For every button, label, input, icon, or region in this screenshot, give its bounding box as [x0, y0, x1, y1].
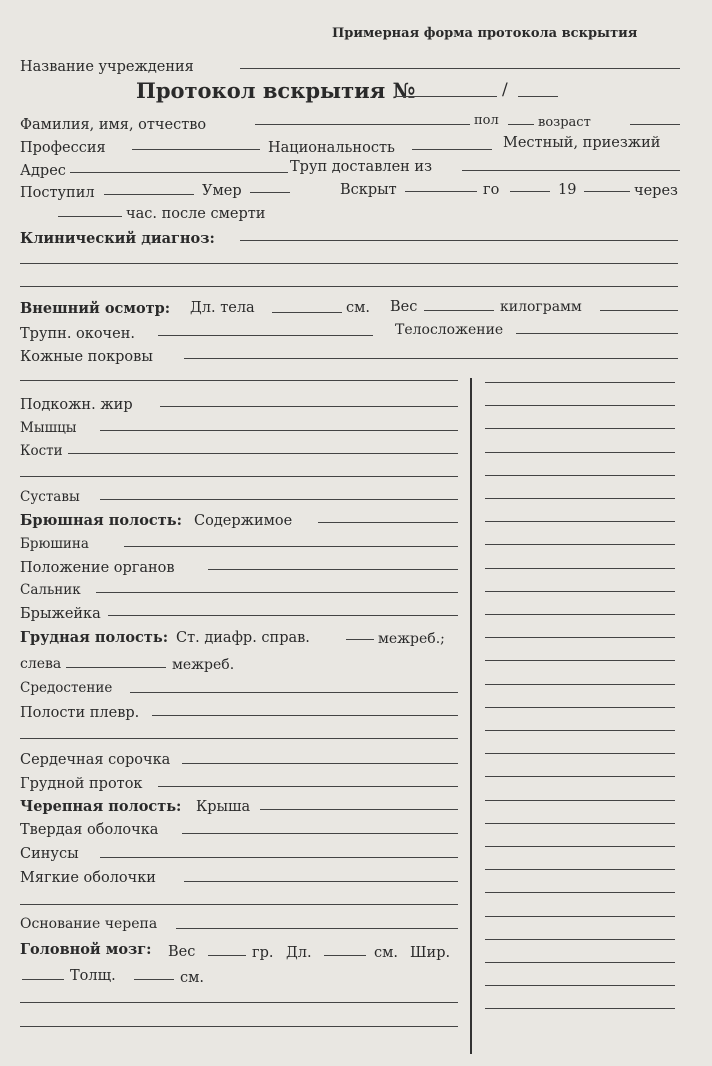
mediastinum-field[interactable] — [130, 692, 458, 693]
brain-line-2[interactable] — [20, 1002, 458, 1003]
profession-field[interactable] — [132, 149, 260, 150]
brain-length-label: Дл. — [286, 945, 312, 961]
notes-line[interactable] — [485, 428, 675, 429]
pericardium-field[interactable] — [182, 763, 458, 764]
notes-line[interactable] — [485, 962, 675, 963]
abdomen-heading: Брюшная полость: — [20, 512, 182, 529]
roof-field[interactable] — [260, 809, 458, 810]
sex-label: пол — [474, 113, 499, 128]
brain-weight-label: Вес — [168, 944, 196, 960]
autopsied-label: Вскрыт — [340, 182, 397, 198]
weight-extra-field[interactable] — [600, 310, 678, 311]
build-label: Телосложение — [395, 322, 504, 338]
pleura-label: Полости плевр. — [20, 705, 140, 721]
pleura-line-2[interactable] — [20, 738, 458, 739]
left-label: слева — [20, 656, 62, 672]
brain-length-field[interactable] — [324, 955, 366, 956]
notes-line[interactable] — [485, 405, 675, 406]
nationality-field[interactable] — [412, 149, 492, 150]
fat-label: Подкожн. жир — [20, 397, 133, 413]
after-label: через — [634, 183, 678, 199]
thoracic-duct-field[interactable] — [158, 786, 458, 787]
form-header: Примерная форма протокола вскрытия — [332, 26, 638, 41]
sex-field[interactable] — [508, 124, 534, 125]
day-suffix: го — [483, 182, 500, 198]
body-length-field[interactable] — [272, 312, 342, 313]
diaphragm-label: Ст. диафр. справ. — [176, 630, 310, 646]
notes-line[interactable] — [485, 475, 675, 476]
peritoneum-field[interactable] — [124, 546, 458, 547]
build-field[interactable] — [516, 333, 678, 334]
hours-after-death-label: час. после смерти — [126, 206, 266, 222]
brain-width-label: Шир. — [410, 945, 451, 961]
autopsied-field[interactable] — [405, 191, 477, 192]
page-title: Протокол вскрытия № — [136, 78, 416, 103]
delivered-from-field[interactable] — [462, 170, 680, 171]
delivered-from-label: Труп доставлен из — [290, 159, 433, 175]
soft-membranes-line-2[interactable] — [20, 904, 458, 905]
notes-line[interactable] — [485, 730, 675, 731]
bones-field[interactable] — [68, 453, 458, 454]
rigor-field[interactable] — [158, 335, 373, 336]
protocol-year-field[interactable] — [518, 96, 558, 97]
organs-field[interactable] — [208, 569, 458, 570]
address-field[interactable] — [70, 172, 288, 173]
notes-line[interactable] — [485, 939, 675, 940]
bones-label: Кости — [20, 443, 63, 459]
body-length-unit: см. — [346, 300, 371, 316]
intercostal-left-label: межреб. — [172, 657, 235, 673]
weight-label: Вес — [390, 299, 418, 315]
brain-line-3[interactable] — [20, 1026, 458, 1027]
brain-heading: Головной мозг: — [20, 941, 152, 958]
institution-field[interactable] — [240, 68, 680, 69]
pericardium-label: Сердечная сорочка — [20, 752, 171, 768]
notes-line[interactable] — [485, 591, 675, 592]
joints-field[interactable] — [100, 499, 458, 500]
notes-line[interactable] — [485, 846, 675, 847]
sinuses-label: Синусы — [20, 846, 79, 862]
brain-width-field[interactable] — [22, 979, 64, 980]
fio-field[interactable] — [255, 124, 470, 125]
muscles-label: Мышцы — [20, 420, 77, 436]
notes-line[interactable] — [485, 869, 675, 870]
profession-label: Профессия — [20, 140, 106, 156]
age-field[interactable] — [630, 124, 680, 125]
abdomen-contents-label: Содержимое — [194, 513, 293, 529]
brain-weight-field[interactable] — [208, 955, 246, 956]
joints-label: Суставы — [20, 489, 80, 505]
mesentery-field[interactable] — [108, 615, 458, 616]
notes-line[interactable] — [485, 684, 675, 685]
notes-line[interactable] — [485, 521, 675, 522]
dura-label: Твердая оболочка — [20, 822, 159, 838]
skull-base-field[interactable] — [176, 928, 458, 929]
cranial-heading: Черепная полость: — [20, 798, 182, 815]
admitted-label: Поступил — [20, 185, 95, 201]
abdomen-contents-field[interactable] — [318, 522, 458, 523]
notes-line[interactable] — [485, 614, 675, 615]
brain-thickness-unit: см. — [180, 970, 205, 986]
dura-field[interactable] — [182, 833, 458, 834]
brain-thickness-field[interactable] — [134, 979, 174, 980]
skin-field[interactable] — [184, 358, 678, 359]
admitted-field[interactable] — [104, 194, 194, 195]
notes-line[interactable] — [485, 800, 675, 801]
died-field[interactable] — [250, 192, 290, 193]
fio-label: Фамилия, имя, отчество — [20, 117, 207, 133]
bones-line-2[interactable] — [20, 476, 458, 477]
hours-field[interactable] — [58, 216, 122, 217]
skin-line-2[interactable] — [20, 380, 458, 381]
notes-line[interactable] — [485, 637, 675, 638]
brain-length-unit: см. — [374, 945, 399, 961]
notes-line[interactable] — [485, 985, 675, 986]
notes-line[interactable] — [485, 823, 675, 824]
body-length-label: Дл. тела — [190, 300, 255, 316]
mediastinum-label: Средостение — [20, 680, 113, 696]
year-prefix: 19 — [558, 182, 577, 198]
column-divider — [470, 378, 472, 1054]
notes-line[interactable] — [485, 707, 675, 708]
diaphragm-right-field[interactable] — [346, 639, 374, 640]
day-field[interactable] — [510, 191, 550, 192]
sinuses-field[interactable] — [100, 857, 458, 858]
diagnosis-line-1[interactable] — [240, 240, 678, 241]
notes-line[interactable] — [485, 452, 675, 453]
nationality-label: Национальность — [268, 140, 395, 156]
notes-line[interactable] — [485, 776, 675, 777]
notes-line[interactable] — [485, 916, 675, 917]
roof-label: Крыша — [196, 799, 251, 815]
diaphragm-left-field[interactable] — [66, 667, 166, 668]
protocol-number-field[interactable] — [395, 96, 497, 97]
soft-membranes-label: Мягкие оболочки — [20, 870, 156, 886]
skull-base-label: Основание черепа — [20, 916, 158, 932]
notes-line[interactable] — [485, 568, 675, 569]
skin-label: Кожные покровы — [20, 349, 153, 365]
address-label: Адрес — [20, 163, 66, 179]
notes-line[interactable] — [485, 544, 675, 545]
notes-line[interactable] — [485, 1008, 675, 1009]
notes-line[interactable] — [485, 753, 675, 754]
pleura-field[interactable] — [152, 715, 458, 716]
fat-field[interactable] — [160, 406, 458, 407]
rigor-label: Трупн. окочен. — [20, 326, 135, 342]
died-label: Умер — [202, 183, 242, 199]
weight-field[interactable] — [424, 310, 494, 311]
soft-membranes-field[interactable] — [184, 881, 458, 882]
notes-line[interactable] — [485, 382, 675, 383]
organs-label: Положение органов — [20, 560, 175, 576]
omentum-label: Сальник — [20, 582, 81, 598]
chest-heading: Грудная полость: — [20, 629, 169, 646]
title-slash: / — [502, 80, 508, 100]
diagnosis-line-3[interactable] — [20, 286, 678, 287]
resident-label: Местный, приезжий — [503, 135, 661, 151]
peritoneum-label: Брюшина — [20, 536, 89, 552]
brain-weight-unit: гр. — [252, 945, 274, 961]
notes-line[interactable] — [485, 892, 675, 893]
institution-label: Название учреждения — [20, 59, 194, 75]
notes-line[interactable] — [485, 660, 675, 661]
brain-thickness-label: Толщ. — [70, 968, 116, 984]
mesentery-label: Брыжейка — [20, 606, 101, 622]
muscles-field[interactable] — [100, 430, 458, 431]
notes-line[interactable] — [485, 498, 675, 499]
omentum-field[interactable] — [96, 592, 458, 593]
diagnosis-line-2[interactable] — [20, 263, 678, 264]
clinical-diagnosis-label: Клинический диагноз: — [20, 230, 215, 247]
intercostal-right-label: межреб.; — [378, 631, 445, 647]
age-label: возраст — [538, 115, 591, 130]
thoracic-duct-label: Грудной проток — [20, 776, 143, 792]
external-exam-heading: Внешний осмотр: — [20, 300, 171, 317]
year-field[interactable] — [584, 191, 630, 192]
weight-unit: килограмм — [500, 299, 582, 315]
